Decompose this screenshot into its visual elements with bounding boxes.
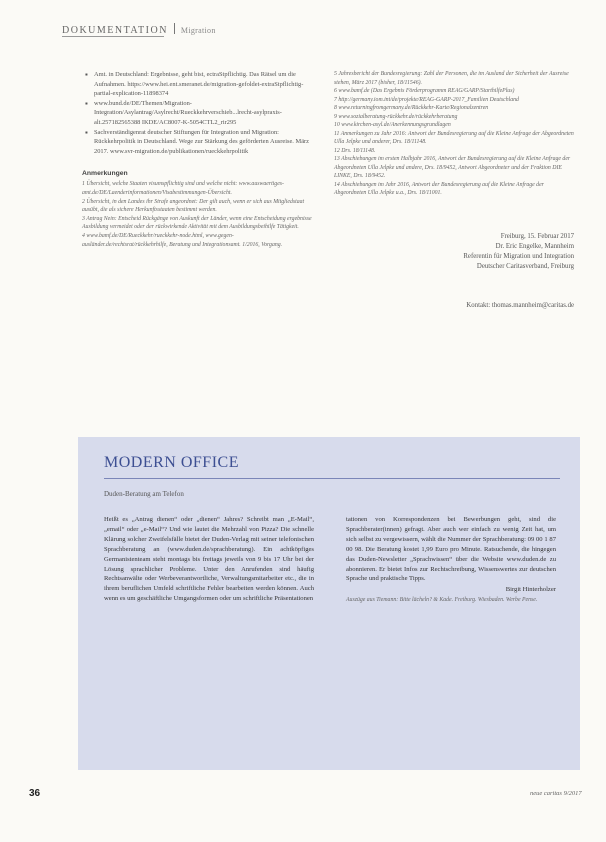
note-item: 8 www.returningfromgermany.de/Rückkehr-Karte/Regionalzentren: [334, 105, 489, 111]
box-left-text: Heißt es „Antrag dienen“ oder „dienen“ Jahres? Schreibt man „E-Mail“, „email“ oder „e-Mail“? Und wie lautet die Mehrzahl von Pizza? Die schnelle Klärung solcher Zweifelsfälle bietet der Duden-Verlag mit seiner telefonischen Sprachberatung an (www.duden.de/sprachberatung). Ein achtköpfiges Germanistenteam steht montags bis freitags jeweils von 9 bis 17 Uhr bei der Lösung sprachlicher Probleme. Unter den Anrufenden sind häufig Rechtsanwälte oder Werbeverantwortliche, Verwaltungsmitarbeiter etc., die in ihrem beruflichen Umfeld schriftliche Fehler bearbeiten werden können. Auch wenn es um geschäftliche Umgangsformen oder um schriftliche Präsentationen: [104, 516, 314, 603]
signature-role: Referentin für Migration und Integration: [463, 252, 574, 260]
bullet-icon: ▪: [85, 127, 88, 137]
notes-list-right: [334, 70, 574, 198]
note-item: 6 www.bamf.de (Das Ergebnis Förderprogramm REAG/GARP/StarthilfePlus): [334, 88, 515, 94]
note-item: 14 Abschiebungen im Jahr 2016, Antwort der Bundesregierung auf die Kleine Anfrage der Abgeordneten Ulla Jelpke u.a., Drs. 18/11001.: [334, 181, 544, 196]
notes-list-left: [82, 180, 318, 249]
reference-item: ▪ www.bund.de/DE/Themen/Migration-Integration/Asylantrag/Asylrecht/Rueckkehrverschieb...lrecht-asylpraxis-alt.257182565388 IKDE/AC8007-K-5054CTL2_rir295: [85, 98, 282, 126]
signature-block: [334, 232, 574, 272]
box-right-text: tationen von Korrespondenzen bei Bewerbungen geht, sind die Sprachberater(innen) gefragt. Aber auch wer einfach zu wenig Zeit hat, um sich selbst zu vergewissern, wählt die Nummer der Sprachberatung: 09 00 1 87 00 98. Die Beratung kostet 1,99 Euro pro Minute. Ratsuchende, die hingegen das Duden-Newsletter „Sprachwissen“ über die Website www.duden.de zu abonnieren. Er bietet Infos zur Rechtschreibung, Wissenswertes zur deutschen Sprache und praktische Tipps.: [346, 516, 556, 583]
box-title-rule: [104, 478, 560, 479]
box-title: MODERN OFFICE: [104, 454, 239, 471]
note-item: 12 Drs. 18/11148.: [334, 147, 376, 154]
right-column: [334, 70, 574, 309]
bullet-icon: ▪: [85, 98, 88, 108]
note-item: 3 Antrag Nein: Entscheid Rückgänge von Auskunft der Länder, wenn eine Entscheidung ergebnisse Ausbildung vermeidet oder der rückwirkende Aktivität mit dem Ausbildungsbeihilfe Tätigkeit.: [82, 215, 312, 231]
note-item: 4 www.bamf.de/DE/Rueckkehr/rueckkehr-node.html, www.gegen-ausländer.de/rechtsrat/rückkehrhilfe, Beratung und Integrationsamt. 1/2016, Vorgang.: [82, 232, 283, 248]
contact-line: Kontakt: thomas.mannheim@caritas.de: [466, 301, 574, 309]
modern-office-box: [78, 437, 580, 770]
box-author: Birgit Hinterholzer: [505, 586, 556, 594]
box-left-column: [104, 515, 314, 604]
subsection-label: Migration: [180, 26, 216, 35]
note-item: 7 http://germany.iom.int/de/projekte/REAG-GARP-2017_Familien Deutschland: [334, 96, 519, 103]
note-item: 5 Jahresbericht der Bundesregierung: Zahl der Personen, die im Ausland der Sicherheit der Ausreise stehen, März 2017 (bisher, 18/11546).: [334, 71, 569, 86]
page-number: 36: [29, 788, 41, 799]
note-item: 9 www.sozialberatung-rückkehr.de/rückkehrberatung: [334, 113, 458, 120]
notes-heading: Anmerkungen: [82, 170, 128, 178]
box-right-column: [346, 515, 556, 605]
bullet-icon: ▪: [85, 70, 88, 79]
note-item: 11 Anmerkungen zu Jahr 2016: Antwort der Bundesregierung auf die Kleine Anfrage der Abgeordneten Ulla Jelpke und anderer, Drs. 18/11148.: [334, 130, 574, 145]
signature-place-date: Freiburg, 15. Februar 2017: [500, 232, 574, 240]
note-item: 13 Abschiebungen im ersten Halbjahr 2016, Antwort der Bundesregierung auf die Kleine Anfrage der Abgeordneten Ulla Jelpke und andere, Drs. 18/9452, Antwort Abgeordneter und der Fraktion DIE LINKE, Drs. 18/9452.: [334, 156, 571, 179]
reference-item: ▪ Sachverständigenrat deutscher Stiftungen für Integration und Migration: Rückkehrpolitik in Deutschland. Wege zur Stärkung des geförderten Ausreise. März 2017. www.svr-migration.de/publikationen/rueckkehrpolitik: [85, 127, 309, 155]
header-rule: [62, 36, 164, 37]
journal-footer: neue caritas 9/2017: [530, 790, 582, 797]
note-item: 2 Übersicht, in den Landes ihr Strafe angeordnet: Der gilt auch, wenn er sich aus Mitgliedstaat ausübt, die als sichere Herkunftsstaaten bestimmt werden.: [82, 198, 305, 214]
box-credit: Auszüge aus Tiemann: Bitte lächeln? & Kade. Freiburg. Wiesbaden. Werbe Pense.: [346, 597, 538, 604]
section-label: DOKUMENTATION: [62, 25, 168, 36]
reference-item: ▪ Amt. in Deutschland: Ergebnisse, geht bist, ectraStpflichtig. Das Rätsel um die Aufnahmen. https://www.hei.ent.smeranet.de/migration-gefoldet-extraStpflichtig-partial-explication-11898374: [85, 70, 304, 98]
header-divider: [174, 23, 175, 34]
box-subtitle: Duden-Beratung am Telefon: [104, 490, 184, 498]
running-header: [62, 23, 216, 36]
reference-list: [82, 70, 318, 156]
signature-name: Dr. Eric Engelke, Mannheim: [495, 242, 574, 250]
signature-org: Deutscher Caritasverband, Freiburg: [476, 262, 574, 270]
note-item: 10 www.kirchen-asyl.de/Anerkennungsgrundlagen: [334, 122, 451, 128]
note-item: 1 Übersicht, welche Staaten visumspflichtig sind und welche nicht: www.auswaertiges-amt.de/DE/Laenderinformationen/Visabestimmungen-Übersicht.: [82, 181, 284, 196]
left-column: [82, 70, 318, 249]
